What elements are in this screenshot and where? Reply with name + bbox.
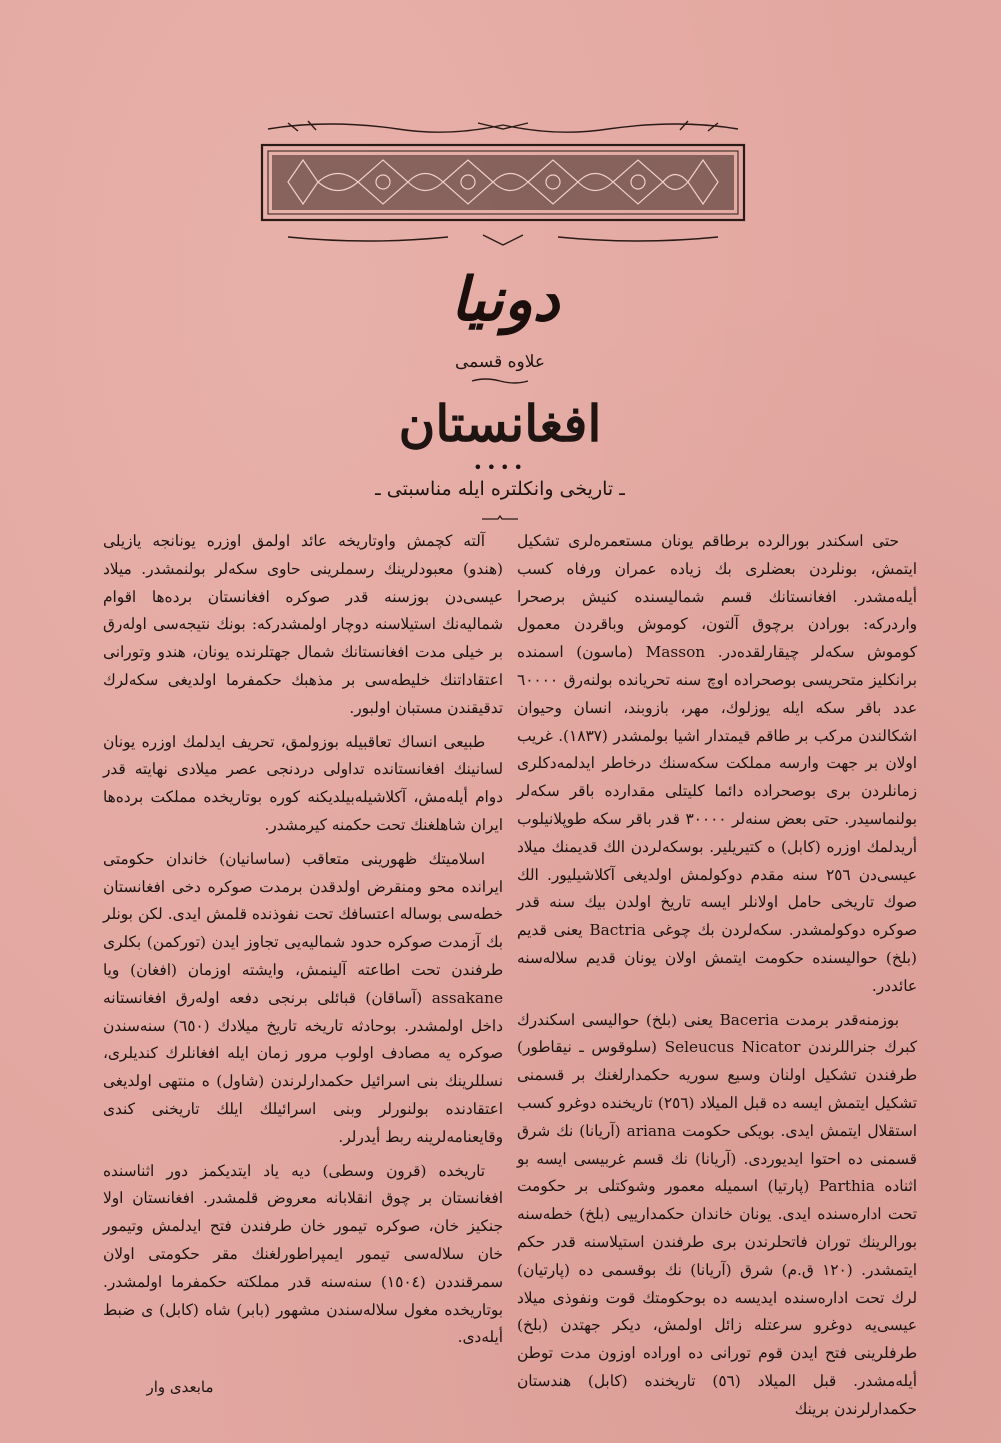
paragraph: اسلاميتك ظهورينى متعاقب (ساسانيان) خاندان حكومتى ايرانده محو ومنقرض اولدقدن برمدت صوكره دخى افغانستان خطه‌سى بوساله اعتسافك تحت نفوذنده قلمش ايدى. لكن بونلر بك آزمدت صوكره حدود شماليه‌يى تجاوز ايدن (توركمن) بكلرى طرفندن تحت اطاعته آلينمش، وايشته اوزمان (افغان) ويا assakane (آساقان) قبائلى برنجى دفعه اوله‌رق افغانستانه داخل اولمشدر. بوحادثه تاريخه تاريخ ميلادك (٦٥٠) سنه‌سندن صوكره يه مصادف اولوب مرور زمان ايله افغانلرك كنديلرى، نسللرينك بنى اسرائيل حكمدارلرندن (شاول) ه منتهى اولديغى اعتقادنده بولنورلر وبنى اسرائيلك ايلك تاريخنى كندى وقايعنامه‌لرينه ربط أيدرلر. (103, 849, 503, 1146)
paragraph: بوزمنه‌قدر برمدت Baceria يعنى (بلخ) حواليسى اسكندرك كبرك جنراللرندن Seleucus Nicator (سلوقوس ـ نيقاطور) طرفندن تشكيل اولنان وسيع سوريه حكمدارلغنك بر قسمنى تشكيل ايتمش ايسه ده قبل الميلاد (٢٥٦) تاريخنده دوغرو كسب استقلال ايتمش ايدى. بويكى حكومت ariana (آريانا) نك شرق قسمنى ده احتوا ايديوردى. (آريانا) نك قسم غربيسى ايسه بو اثناده Parthia (پارتيا) اسميله معمور وشوكتلى بر حكومت تحت اداره‌سنده ايدى. يونان خاندان حكمدارييى (بلخ) خطه‌سنه بورالرينك توران فاتحلرندن برى طرفندن استيلاسنه قدر حكم ايتمشدر. (١٢٠ ق.م) شرق (آريانا) نك بوقسمى ده (پارتيان) لرك تحت اداره‌سنده ايديسه ده بوحكومتك قوت ونفوذى ميلاد عيسى‌يه دوغرو سرعتله زائل اولمش، ديكر جهتدن (بلخ) طرفلرينى فتح ايدن قوم تورانى ده اوراده اوزون مدت توطن أيله‌مشدر. قبل الميلاد (٥٦) تاريخنده (كابل) هندستان حكمدارلرندن برينك (517, 1010, 917, 1418)
ornament-divider-small (480, 515, 520, 523)
paragraph: تاريخده (قرون وسطى) ديه ياد ايتديكمز دور اثناسنده افغانستان بر چوق انقلابانه معروض قلمشدر. افغانستان اولا جنكيز خان، صوكره تيمور خان طرفندن فتح ايدلمش وتيمور خان سلاله‌سى تيمور ايمپراطورلغنك مقر حكومتى اولان سمرقنددن (١٥٠٤) سنه‌سنه قدر مملكته حكمفرما اولمشدر. بوتاريخده مغول سلاله‌سندن مشهور (بابر) شاه (كابل) ى ضبط أيله‌دى. (103, 1161, 503, 1347)
article-subtitle: ـ تاريخى وانكلتره ايله مناسبتى ـ (375, 478, 625, 500)
masthead-title: دونيا (450, 265, 560, 335)
article-column-left (103, 528, 503, 1358)
ornament-divider (470, 377, 530, 385)
continued-note: مابعدى وار (146, 1378, 214, 1396)
paragraph: طبيعى انساك تعاقبيله بوزولمق، تحريف ايدلمك اوزره يونان لسانينك افغانستانده تداولى دردنجى عصر ميلادى نهايته قدر دوام أيله‌مش، آكلاشيله‌بيلديكنه كوره بوتاريخده مملكت برده‌ها ايران شاهلغنك تحت حكمنه كيرمشدر. (103, 732, 503, 834)
paragraph: حتى اسكندر بورالرده برطاقم يونان مستعمره‌لرى تشكيل ايتمش، بونلردن بعضلرى بك زياده عمران ورفاه كسب أيله‌مشدر. افغانستانك قسم شماليسنده كنيش برصحرا واردركه: بورادن برچوق آلتون، كوموش وباقردن معمول كوموش سكه‌لر چيقارلقده‌در. Masson (ماسون) اسمنده برانكليز متحريسى بوصحراده اوچ سنه تحريانده بولنه‌رق ٦٠٠٠٠ عدد باقر سكه ايله يوزلوك، مهر، بازوبند، انسان وحيوان اشكالندن مركب بر طاقم قيمتدار اشيا بولمشدر (١٨٣٧). غريب اولان بر جهت وارسه مملكت سكه‌سنك درخاطر ايدلمه‌دكلرى زمانلردن برى بوصحراده دائما كليتلى مقدارده باقر سكه‌لر بولنماسيدر. حتى بعض سنه‌لر ٣٠٠٠٠ قدر باقر سكه طوپلانيلوب أريدلمك اوزره (كابل) ه كتيريلير. بوسكه‌لردن الك قديمنك ميلاد عيسى‌دن ٢٥٦ سنه مقدم دوكولمش اولديغى آكلاشيليور. الك صوك تاريخى حامل اولانلر ايسه تاريخ اولدن بيك سنه قدر صوكره دوكولمشدر. سكه‌لردن بك چوغى Bactria يعنى قديم (بلخ) حواليسنده حكومت ايتمش اولان يونان قديم سلاله‌سنه عائددر. (517, 532, 917, 995)
ornamental-header-banner (248, 115, 758, 250)
article-title: افغانستان (398, 394, 602, 453)
section-label: علاوه قسمى (454, 352, 546, 372)
paragraph: آلته كچمش واوتاريخه عائد اولمق اوزره يونانجه يازيلى (هندو) معبودلرينك رسملرينى حاوى سكه‌لر بولنمشدر. ميلاد عيسى‌دن بوزسنه قدر صوكره افغانستان برده‌ها اقوام شماليه‌نك استيلاسنه دوچار اولمشدركه: بونك نتيجه‌سى اوله‌رق بر خيلى مدت افغانستانك شمال جهتلرنده يونان، هندو وتورانى اعتقاداتنك خليطه‌سى بر مذهبك حكمفرما اولديغى سكه‌لرك تدقيقندن مستبان اولبور. (103, 532, 503, 717)
ornament-dots: •••• (473, 458, 527, 477)
article-column-right (517, 528, 917, 1430)
